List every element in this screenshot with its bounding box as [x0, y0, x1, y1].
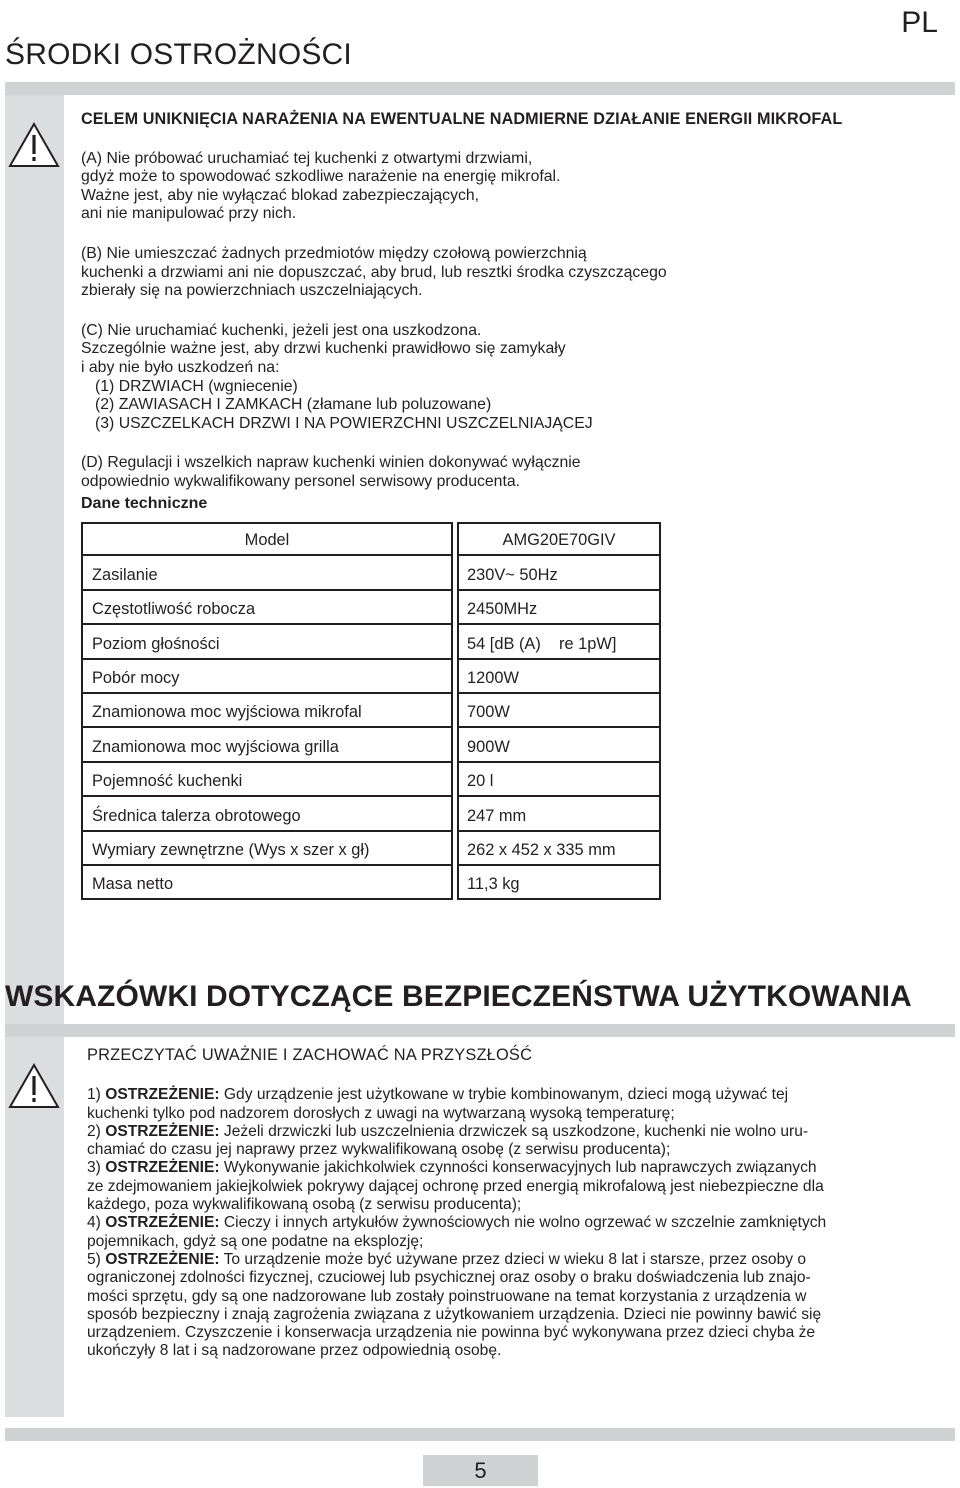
table-cell-value: 11,3 kg — [457, 866, 661, 900]
safety-heading: WSKAZÓWKI DOTYCZĄCE BEZPIECZEŃSTWA UŻYTKOWANIA — [5, 980, 912, 1013]
warning-icon — [8, 122, 60, 168]
table-cell-label: Częstotliwość robocza — [81, 591, 453, 625]
table-cell-label: Średnica talerza obrotowego — [81, 797, 453, 831]
para-a-line: Ważne jest, aby nie wyłączać blokad zabezpieczających, — [81, 186, 480, 204]
table-cell-value: 700W — [457, 694, 661, 728]
table-row — [81, 763, 664, 797]
safety-divider — [5, 1024, 955, 1037]
para-d-line: odpowiednio wykwalifikowany personel serwisowy producenta. — [81, 472, 521, 490]
para-b-line: zbierały się na powierzchniach uszczelniających. — [81, 282, 423, 300]
table-cell-value: 247 mm — [457, 797, 661, 831]
precautions-section — [81, 110, 951, 492]
warning-icon — [8, 1063, 60, 1109]
warning-item-line: chamiać do czasu jej naprawy przez wykwalifikowaną osobę (z serwisu producenta); — [87, 1141, 671, 1159]
safety-subtitle: PRZECZYTAĆ UWAŻNIE I ZACHOWAĆ NA PRZYSZŁOŚĆ — [87, 1046, 533, 1064]
table-cell-value: 230V~ 50Hz — [457, 556, 661, 590]
para-c-item: (3) USZCZELKACH DRZWI I NA POWIERZCHNI USZCZELNIAJĄCEJ — [95, 414, 593, 432]
para-a-line: (A) Nie próbować uruchamiać tej kuchenki z otwartymi drzwiami, — [81, 149, 533, 167]
sidebar-strip — [5, 95, 64, 1098]
table-cell-label: Wymiary zewnętrzne (Wys x szer x gł) — [81, 832, 453, 866]
precautions-heading: CELEM UNIKNIĘCIA NARAŻENIA NA EWENTUALNE NADMIERNE DZIAŁANIE ENERGII MIKROFAL — [81, 110, 843, 128]
para-c-item: (1) DRZWIACH (wgniecenie) — [95, 377, 298, 395]
table-row — [81, 660, 664, 694]
warning-item: 4) OSTRZEŻENIE: Cieczy i innych artykułów żywnościowych nie wolno ogrzewać w szczelnie zamkniętych — [87, 1214, 827, 1232]
footer-divider — [5, 1428, 955, 1441]
tech-data-table — [81, 522, 664, 900]
table-header-cell: Model — [81, 522, 453, 556]
warning-item: 2) OSTRZEŻENIE: Jeżeli drzwiczki lub uszczelnienia drzwiczek są uszkodzone, kuchenki nie wolno uru- — [87, 1122, 809, 1140]
warning-item: 3) OSTRZEŻENIE: Wykonywanie jakichkolwiek czynności konserwacyjnych lub naprawczych związanych — [87, 1159, 817, 1177]
warning-item-line: pojemnikach, gdyż są one podatne na eksplozję; — [87, 1232, 424, 1250]
table-cell-value: 1200W — [457, 660, 661, 694]
tech-data-heading: Dane techniczne — [81, 495, 208, 512]
table-cell-value: 900W — [457, 728, 661, 762]
table-row — [81, 832, 664, 866]
table-row — [81, 694, 664, 728]
warning-item-line: ze zdejmowaniem jakiejkolwiek pokrywy dającej ochronę przed energią mikrofalową jest niebezpieczne dla — [87, 1177, 824, 1195]
page-title: ŚRODKI OSTROŻNOŚCI — [5, 38, 352, 71]
table-row — [81, 866, 664, 900]
table-cell-value: 2450MHz — [457, 591, 661, 625]
title-divider — [5, 82, 955, 95]
warning-item: 1) OSTRZEŻENIE: Gdy urządzenie jest użytkowane w trybie kombinowanym, dzieci mogą używać tej — [87, 1086, 789, 1104]
para-d-line: (D) Regulacji i wszelkich napraw kuchenki winien dokonywać wyłącznie — [81, 454, 581, 472]
table-cell-value: 262 x 452 x 335 mm — [457, 832, 661, 866]
warning-item-line: mości sprzętu, gdy są one nadzorowane lub zostały poinstruowane na temat korzystania z urządzenia w — [87, 1287, 807, 1305]
language-code: PL — [901, 6, 938, 39]
warning-item-line: ukończyły 8 lat i są nadzorowane przez odpowiednią osobę. — [87, 1342, 502, 1360]
para-b-line: kuchenki a drzwiami ani nie dopuszczać, aby brud, lub resztki środka czyszczącego — [81, 263, 667, 281]
warning-item-line: ograniczonej zdolności fizycznej, czuciowej lub psychicznej oraz osoby o braku doświadczenia lub znajo- — [87, 1269, 811, 1287]
para-c-line: i aby nie było uszkodzeń na: — [81, 358, 280, 376]
warning-item-line: sposób bezpieczny i znają zagrożenia związana z użytkowaniem urządzenia. Dzieci nie powinny bawić się — [87, 1305, 822, 1323]
warning-item: 5) OSTRZEŻENIE: To urządzenie może być używane przez dzieci w wieku 8 lat i starsze, przez osoby o — [87, 1250, 807, 1268]
table-cell-label: Znamionowa moc wyjściowa mikrofal — [81, 694, 453, 728]
para-c-line: Szczególnie ważne jest, aby drzwi kuchenki prawidłowo się zamykały — [81, 340, 566, 358]
warning-item-line: urządzeniem. Czyszczenie i konserwacja urządzenia nie powinna być wykonywana przez dzieci chyba że — [87, 1324, 816, 1342]
table-cell-value: 20 l — [457, 763, 661, 797]
table-cell-label: Znamionowa moc wyjściowa grilla — [81, 728, 453, 762]
table-cell-label: Zasilanie — [81, 556, 453, 590]
table-row — [81, 797, 664, 831]
warning-item-line: kuchenki tylko pod nadzorem dorosłych z uwagi na wytwarzaną wysoką temperaturę; — [87, 1104, 675, 1122]
warning-item-line: każdego, poza wykwalifikowaną osobą (z serwisu producenta); — [87, 1196, 522, 1214]
table-header-cell: AMG20E70GIV — [457, 522, 661, 556]
para-c-line: (C) Nie uruchamiać kuchenki, jeżeli jest ona uszkodzona. — [81, 321, 482, 339]
safety-section — [87, 1046, 953, 1361]
table-row — [81, 591, 664, 625]
table-row — [81, 625, 664, 659]
table-cell-label: Masa netto — [81, 866, 453, 900]
para-a-line: ani nie manipulować przy nich. — [81, 205, 297, 223]
para-c-item: (2) ZAWIASACH I ZAMKACH (złamane lub poluzowane) — [95, 396, 492, 414]
para-a-line: gdyż może to spowodować szkodliwe narażenie na energię mikrofal. — [81, 168, 561, 186]
table-cell-label: Poziom głośności — [81, 625, 453, 659]
table-cell-value: 54 [dB (A) re 1pW] — [457, 625, 661, 659]
table-cell-label: Pobór mocy — [81, 660, 453, 694]
table-row — [81, 556, 664, 590]
table-cell-label: Pojemność kuchenki — [81, 763, 453, 797]
para-b-line: (B) Nie umieszczać żadnych przedmiotów między czołową powierzchnią — [81, 244, 587, 262]
table-row — [81, 728, 664, 762]
page-number: 5 — [423, 1455, 538, 1486]
table-header-row — [81, 522, 664, 556]
